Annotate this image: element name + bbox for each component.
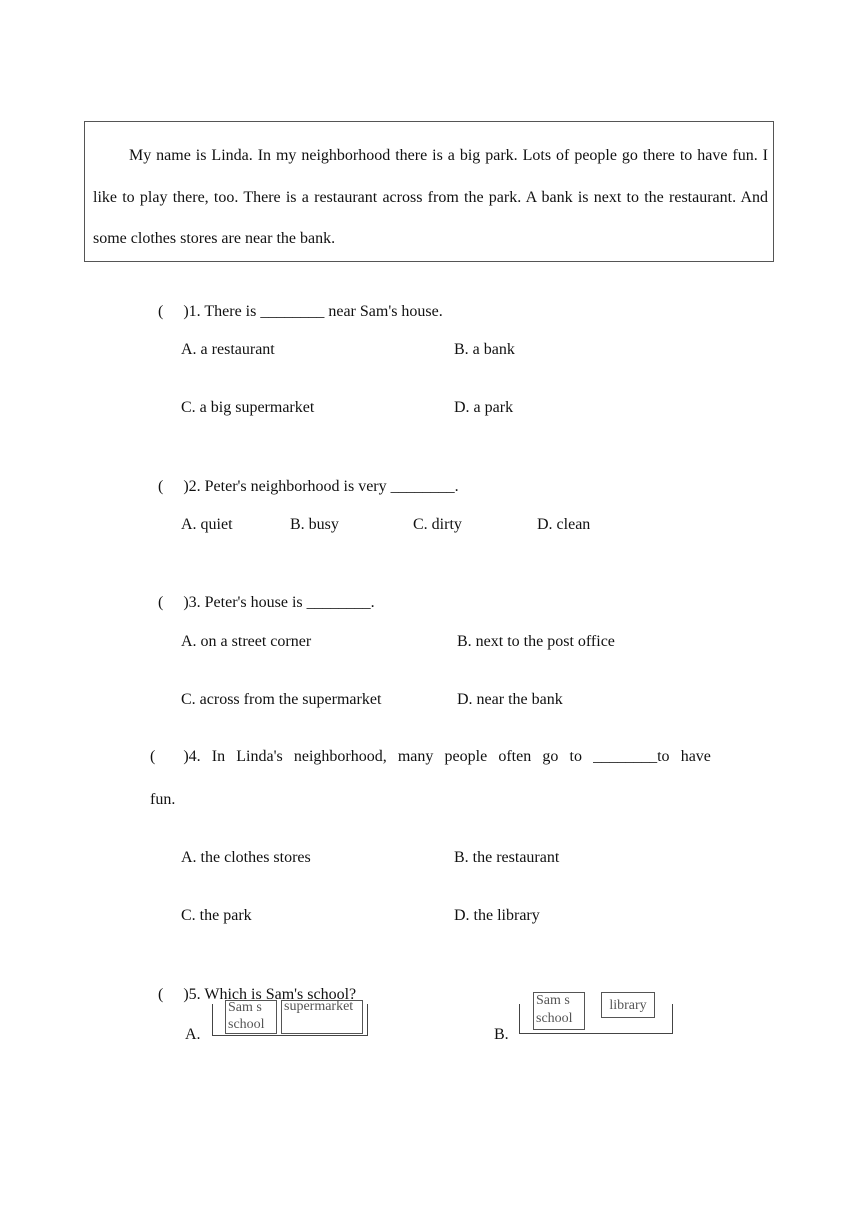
q4-option-a: A. the clothes stores	[181, 849, 311, 866]
q3-option-d: D. near the bank	[457, 691, 563, 708]
question-1-stem: )1. There is ________ near Sam's house.	[183, 303, 443, 320]
q4-option-c: C. the park	[181, 907, 252, 924]
map-label: Sam s	[228, 1000, 262, 1015]
q5-picture-b	[519, 993, 675, 1036]
q4-word: people	[444, 748, 488, 765]
q5-option-a-label: A.	[185, 1026, 201, 1043]
q3-option-b: B. next to the post office	[457, 633, 615, 650]
q2-option-c: C. dirty	[413, 516, 462, 533]
q4-word: neighborhood,	[293, 748, 387, 765]
q4-word: have	[680, 748, 711, 765]
question-2-stem: )2. Peter's neighborhood is very ________.	[183, 478, 459, 495]
q2-option-d: D. clean	[537, 516, 591, 533]
reading-passage-box	[84, 121, 774, 262]
question-1	[150, 282, 443, 322]
q2-option-b: B. busy	[290, 516, 339, 533]
q1-option-d: D. a park	[454, 399, 514, 416]
map-block-school	[225, 1000, 277, 1034]
reading-passage: My name is Linda. In my neighborhood there is a big park. Lots of people go there to have fun. I like to play there, too. There is a restaurant across from the park. A bank is next to the restaurant. And some clothes stores are near the bank.	[93, 147, 768, 247]
q3-option-c: C. across from the supermarket	[181, 691, 382, 708]
q2-option-a: A. quiet	[181, 516, 233, 533]
q4-word: to	[569, 748, 582, 765]
q1-option-a: A. a restaurant	[181, 341, 275, 358]
answer-paren[interactable]: (	[158, 478, 164, 495]
q1-option-b: B. a bank	[454, 341, 515, 358]
map-label: Sam s	[536, 993, 570, 1008]
q4-word: In	[211, 748, 226, 765]
question-4	[150, 748, 711, 766]
question-3-stem: )3. Peter's house is ________.	[183, 594, 375, 611]
map-block-supermarket	[281, 1000, 363, 1034]
answer-paren[interactable]: (	[158, 594, 164, 611]
q4-word: many	[397, 748, 434, 765]
q3-option-a: A. on a street corner	[181, 633, 312, 650]
q4-word: ________to	[593, 748, 670, 765]
question-4-continuation: fun.	[150, 791, 176, 808]
answer-paren[interactable]: (	[150, 748, 156, 765]
question-2	[150, 457, 459, 497]
q4-word: )4.	[183, 748, 201, 765]
q1-option-c: C. a big supermarket	[181, 399, 315, 416]
answer-paren[interactable]: (	[158, 303, 164, 320]
map-label: school	[536, 1011, 573, 1026]
map-label: supermarket	[284, 999, 354, 1014]
q4-option-b: B. the restaurant	[454, 849, 560, 866]
q5-option-b-label: B.	[494, 1026, 509, 1043]
map-block-school	[533, 992, 585, 1030]
q4-option-d: D. the library	[454, 907, 540, 924]
question-3	[150, 573, 375, 613]
q5-picture-a	[212, 999, 370, 1038]
answer-paren[interactable]: (	[158, 986, 164, 1003]
map-label: school	[228, 1017, 265, 1032]
question-5-stem: )5. Which is Sam's school?	[183, 986, 357, 1003]
q4-word: Linda's	[236, 748, 283, 765]
q4-word: go	[542, 748, 559, 765]
map-label: library	[609, 998, 647, 1013]
map-block-library	[601, 992, 655, 1018]
q4-word: often	[498, 748, 532, 765]
